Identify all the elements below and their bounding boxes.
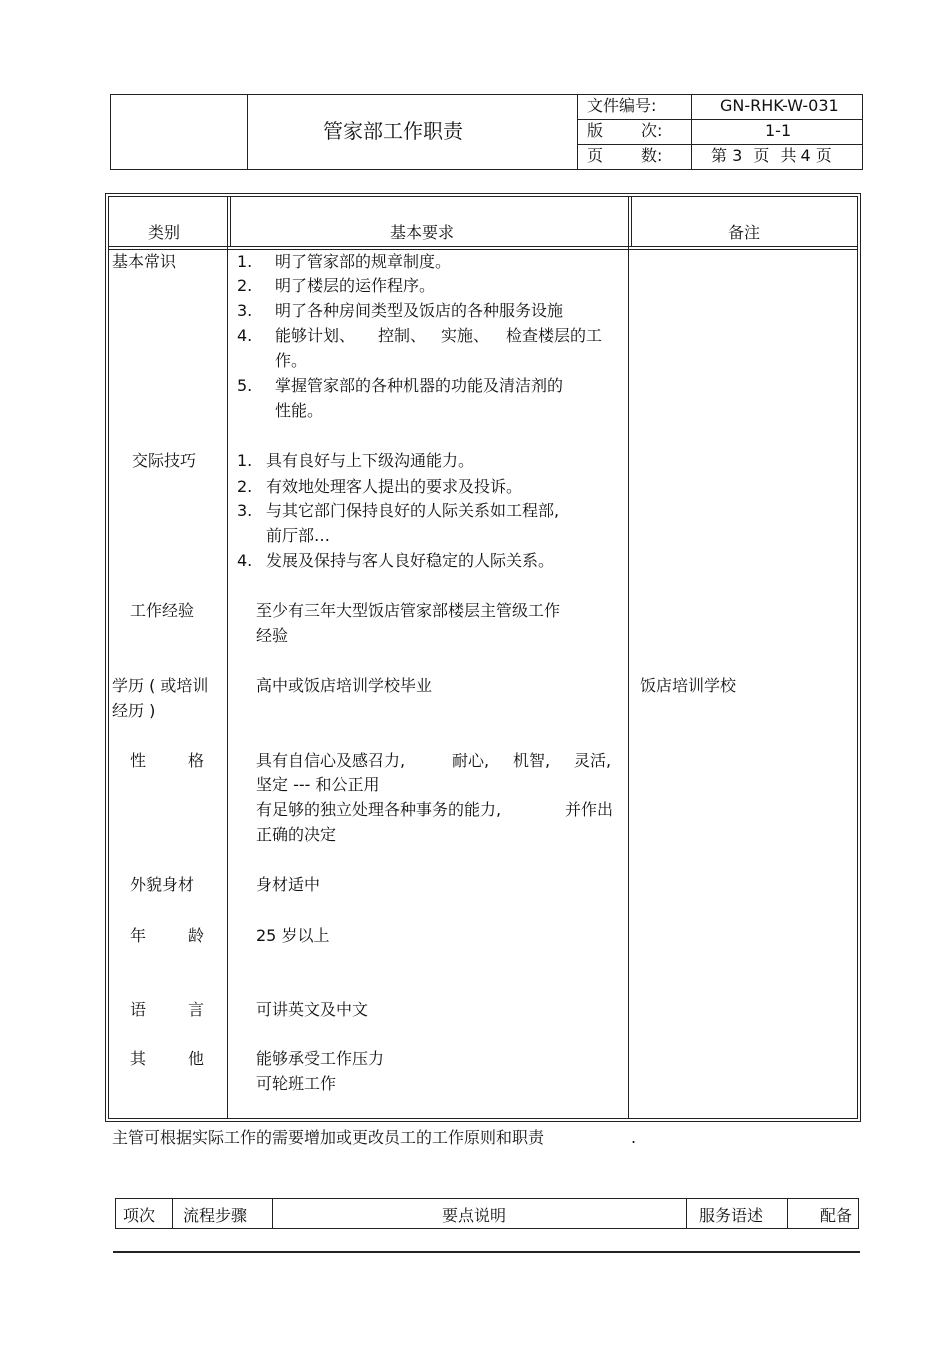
requirement-text: 有足够的独立处理各种事务的能力, [256,800,502,819]
header-key-points: 要点说明 [442,1206,507,1225]
item-num: 3. [237,301,253,320]
category-age-b: 龄 [188,926,205,945]
requirement-text: 并作出 [565,800,614,819]
requirement-text: 正确的决定 [256,825,337,844]
item-num: 4. [237,551,253,570]
category-social: 交际技巧 [132,451,197,470]
item-text: 与其它部门保持良好的人际关系如工程部, [266,501,560,520]
version-value: 1-1 [765,121,792,140]
category-other-a: 其 [130,1049,147,1068]
requirement-text: 耐心, [452,751,490,770]
category-character-a: 性 [130,751,147,770]
page-prefix: 第 [711,146,728,165]
page-mid: 页 [753,146,770,165]
requirement-text: 机智, [513,751,551,770]
item-text-cont: 前厅部… [266,526,331,545]
category-appearance: 外貌身材 [130,875,195,894]
page-total: 4 [800,146,811,165]
item-text-cont: 性能。 [275,401,324,420]
category-basic: 基本常识 [112,252,177,271]
category-other-b: 他 [188,1049,205,1068]
document-title: 管家部工作职责 [323,119,463,143]
category-language-a: 语 [130,1000,147,1019]
header-equipment: 配备 [820,1206,853,1225]
item-text-cont: 作。 [275,351,308,370]
item-num: 1. [237,252,253,271]
item-text: 能够计划、 [275,326,356,345]
item-text: 明了楼层的运作程序。 [275,276,436,295]
item-text: 检查楼层的工 [506,326,603,345]
requirement-text: 经验 [256,626,289,645]
page-label-a: 页 [587,146,604,165]
category-character-b: 格 [188,751,205,770]
item-text: 实施、 [441,326,490,345]
header-service-phrases: 服务语述 [699,1206,764,1225]
item-text: 有效地处理客人提出的要求及投诉。 [266,477,523,496]
doc-number-value: GN-RHK-W-031 [720,96,839,115]
remark-text: 饭店培训学校 [640,676,737,695]
item-text: 发展及保持与客人良好稳定的人际关系。 [266,551,555,570]
item-num: 3. [237,501,253,520]
col-header-category: 类别 [148,223,181,242]
footnote-period: . [631,1128,637,1147]
requirement-text: 25 岁以上 [256,926,330,945]
item-num: 2. [237,276,253,295]
header-item-no: 项次 [123,1206,156,1225]
item-text: 明了各种房间类型及饭店的各种服务设施 [275,301,564,320]
version-label-a: 版 [587,121,604,140]
item-text: 明了管家部的规章制度。 [275,252,452,271]
requirement-text: 高中或饭店培训学校毕业 [256,676,433,695]
category-education: 学历 ( 或培训 [112,676,209,695]
item-num: 4. [237,326,253,345]
header-process-step: 流程步骤 [183,1206,248,1225]
category-experience: 工作经验 [130,601,195,620]
page-total-prefix: 共 [780,146,797,165]
footer-rule [113,1251,860,1253]
item-num: 5. [237,376,253,395]
requirement-text: 至少有三年大型饭店管家部楼层主管级工作 [256,601,561,620]
footnote-text: 主管可根据实际工作的需要增加或更改员工的工作原则和职责 [112,1128,545,1147]
version-label-b: 次: [641,121,663,140]
requirement-text: 能够承受工作压力 [256,1049,385,1068]
requirement-text: 身材适中 [256,875,321,894]
item-text: 具有良好与上下级沟通能力。 [266,451,475,470]
item-num: 1. [237,451,253,470]
category-language-b: 言 [188,1000,205,1019]
item-num: 2. [237,477,253,496]
item-text: 控制、 [378,326,427,345]
page-label-b: 数: [641,146,663,165]
requirement-text: 可讲英文及中文 [256,1000,369,1019]
col-header-remarks: 备注 [728,223,761,242]
requirement-text: 具有自信心及感召力, [256,751,406,770]
requirement-text: 坚定 --- 和公正用 [256,775,380,794]
category-education-cont: 经历 ) [112,701,156,720]
item-text: 掌握管家部的各种机器的功能及清洁剂的 [275,376,564,395]
col-header-requirements: 基本要求 [390,223,455,242]
requirement-text: 灵活, [574,751,612,770]
doc-number-label: 文件编号: [587,96,657,115]
page-suffix: 页 [815,146,832,165]
requirement-text: 可轮班工作 [256,1074,337,1093]
page-value [711,146,832,166]
page-current: 3 [732,146,743,165]
category-age-a: 年 [130,926,147,945]
